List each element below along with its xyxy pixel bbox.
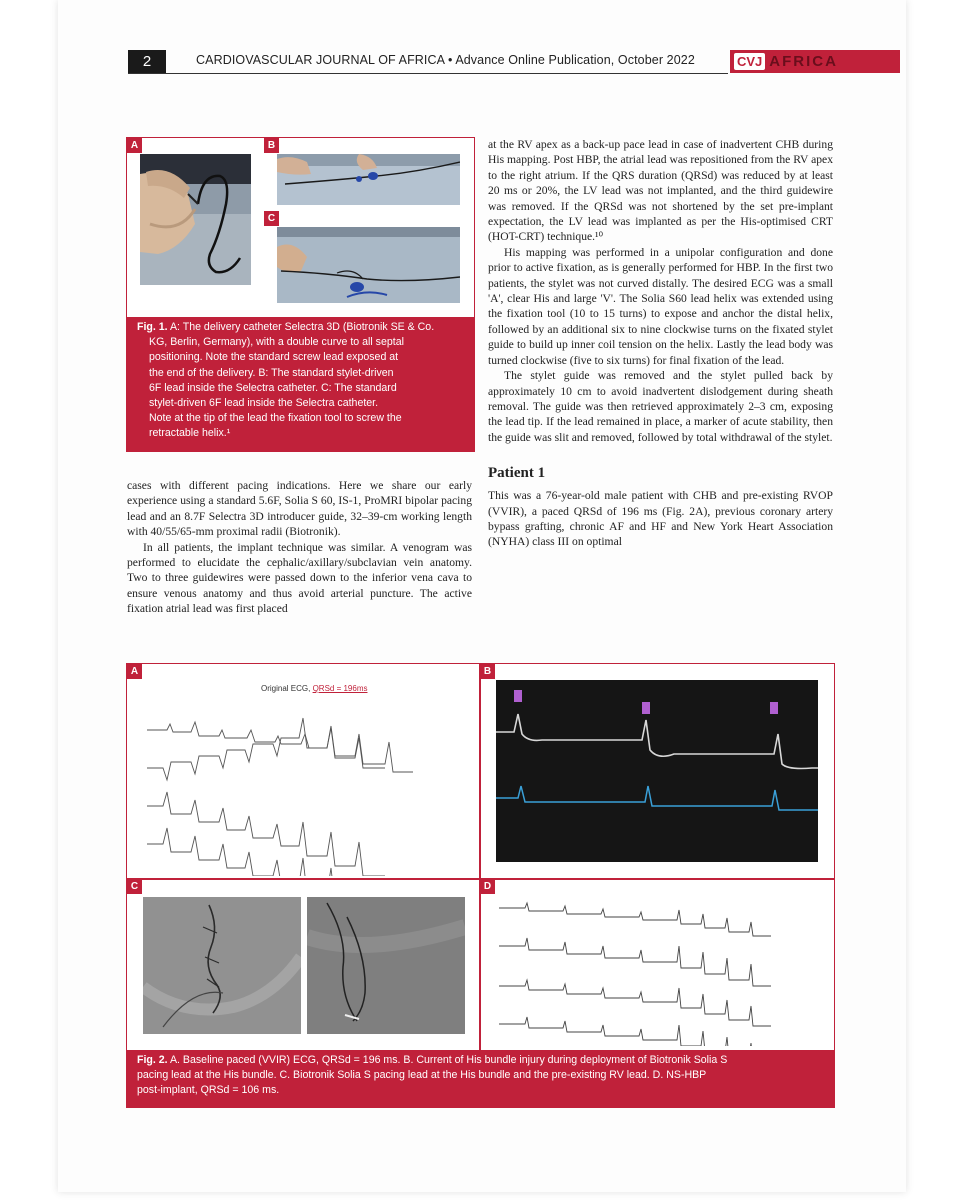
catheter-photo-c (277, 227, 460, 303)
panel-label-c: C (127, 879, 142, 894)
panel-divider (127, 878, 834, 880)
left-paragraph-2: In all patients, the implant technique was similar. A venogram was performed to elucidate the cephalic/axillary/subclavian vein anatomy. Two to three guidewires were passed down to the inferior vena cava to ensure venous anatomy and thus avoid arterial puncture. The active fixation atrial lead was first placed (127, 540, 472, 616)
caption-line: A. Baseline paced (VVIR) ECG, QRSd = 196 ms. B. Current of His bundle injury during deployment of Biotronik Solia S (169, 1054, 728, 1066)
figure-1 (126, 137, 475, 452)
catheter-photo-a (140, 154, 251, 285)
left-text-column (127, 478, 472, 617)
caption-line: pacing lead at the His bundle. C. Biotronik Solia S pacing lead at the His bundle and the pre-existing RV lead. D. NS-HBP (137, 1069, 707, 1082)
caption-line: 6F lead inside the Selectra catheter. C: The standard (149, 381, 397, 394)
figure-1-caption (127, 317, 474, 451)
panel-label-b: B (264, 138, 279, 153)
journal-running-title: CARDIOVASCULAR JOURNAL OF AFRICA • Advance Online Publication, October 2022 (196, 53, 695, 67)
right-paragraph-1: at the RV apex as a back-up pace lead in case of inadvertent CHB during His mapping. Post HBP, the atrial lead was repositioned from the RV apex to the right atrium. If the QRS duration (QRSd) was reduced by at least 20 ms or 20%, the LV lead was not implanted, and the third guidewire was removed. If the QRSd was not shortened by the set pre-implant expectation, the LV lead was implanted as per the His-optimised CRT (HOT-CRT) technique.¹⁰ (488, 138, 833, 244)
baseline-ecg (141, 680, 475, 876)
panel-label-d: D (480, 879, 495, 894)
caption-line: retractable helix.¹ (149, 427, 231, 440)
caption-line: A: The delivery catheter Selectra 3D (Biotronik SE & Co. (169, 321, 435, 333)
right-paragraph-3: The stylet guide was removed and the stylet pulled back by approximately 10 cm to avoid inadvertent dislodgement during sheath removal. The guide was then retrieved approximately 2–3 cm, exposing the lead tip. If the lead remained in place, a marker of acute stability, then the guide was slit and removed, followed by total withdrawal of the stylet. (488, 369, 833, 444)
caption-line: post-implant, QRSd = 106 ms. (137, 1084, 280, 1097)
cvj-logo: CVJ (734, 53, 765, 70)
caption-line: KG, Berlin, Germany), with a double curve to all septal (149, 336, 404, 349)
panel-label-b: B (480, 664, 495, 679)
panel-label-a: A (127, 664, 142, 679)
figure-2-caption-lead: Fig. 2. (137, 1054, 168, 1066)
right-paragraph-4: This was a 76-year-old male patient with CHB and pre-existing RVOP (VVIR), a paced QRSd of 196 ms (Fig. 2A), previous coronary artery bypass grafting, chronic AF and HF and New York Heart Association (NYHA) class III on optimal (488, 489, 833, 549)
catheter-photo-b (277, 154, 460, 205)
panel-divider (479, 664, 481, 1050)
fluoroscopy-image-right (307, 897, 465, 1034)
caption-line: positioning. Note the standard screw lead exposed at (149, 351, 399, 364)
caption-line: stylet-driven 6F lead inside the Selectra catheter. (149, 397, 379, 410)
panel-label-a: A (127, 138, 142, 153)
figure-1-caption-lead: Fig. 1. (137, 321, 168, 333)
caption-line: the end of the delivery. B: The standard stylet-driven (149, 366, 394, 379)
section-heading: Patient 1 (488, 465, 546, 482)
figure-2 (126, 663, 835, 1108)
figure-2-caption (127, 1050, 834, 1107)
fluoroscopy-image-left (143, 897, 301, 1034)
his-injury-tracing (496, 680, 818, 862)
journal-brand (730, 50, 900, 73)
right-text-column (488, 137, 833, 550)
right-paragraph-2: His mapping was performed in a unipolar configuration and done prior to active fixation, as is generally performed for HBP. In the first two patients, the stylet was not curved distally. The desired ECG was a small 'A', clear His and large 'V'. The Solia S60 lead helix was extended using the fixation tool (10 to 15 turns) to expose and anchor the distal helix, followed by an additional six to nine clockwise turns on the fixated stylet guide to build up inner coil tension on the helix. Lastly the lead body was turned clockwise (five to six turns) for final fixation of the lead. (488, 245, 833, 367)
post-implant-ecg (495, 896, 829, 1046)
page-number: 2 (128, 50, 166, 73)
header-rule (128, 73, 728, 74)
left-paragraph-1: cases with different pacing indications. Here we share our early experience using a standard 5.6F, Solia S 60, IS-1, ProMRI bipolar pacing lead and an 8.7F Selectra 3D introducer guide, 32–39-cm working length with 40/55/65-mm proximal radii (Biotronik). (127, 479, 472, 539)
caption-line: Note at the tip of the lead the fixation tool to screw the (149, 412, 402, 425)
brand-word: AFRICA (769, 53, 838, 70)
panel-label-c: C (264, 211, 279, 226)
ecg-title: Original ECG, QRSd = 196ms (261, 684, 368, 693)
